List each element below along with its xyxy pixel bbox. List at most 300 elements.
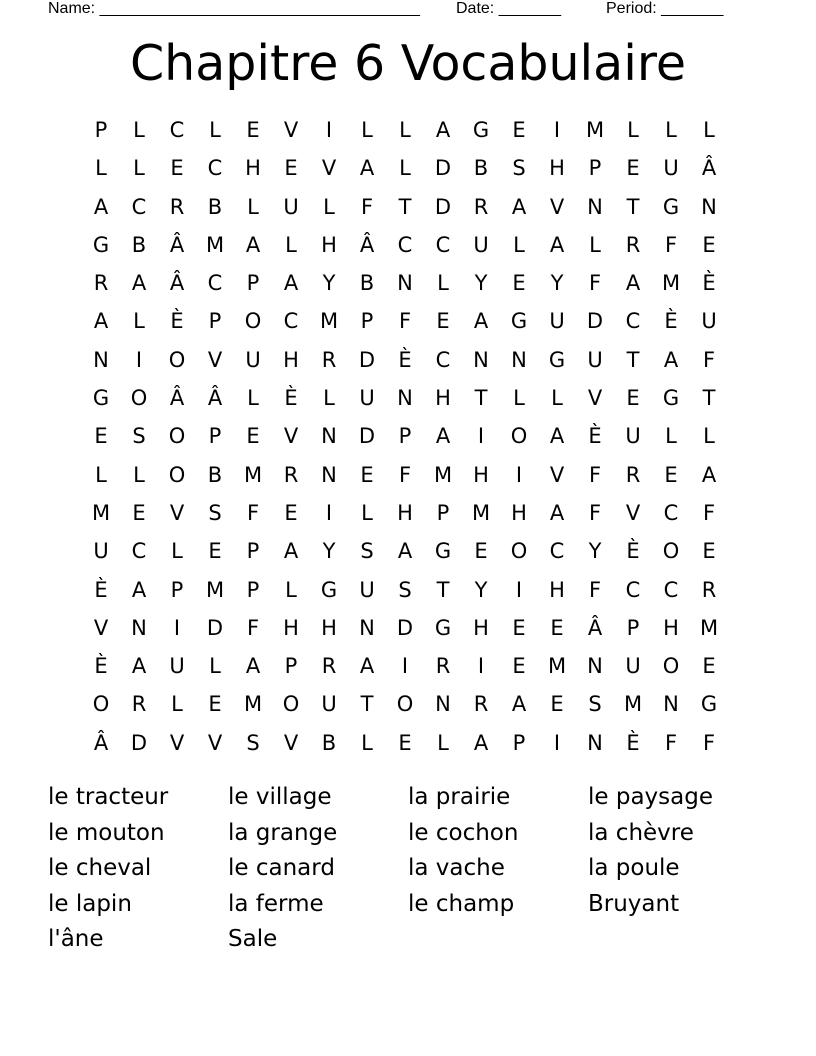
grid-letter[interactable]: Y: [322, 271, 336, 296]
grid-letter[interactable]: G: [548, 347, 566, 372]
grid-letter[interactable]: E: [284, 500, 298, 525]
grid-letter[interactable]: L: [665, 424, 677, 449]
grid-letter[interactable]: U: [663, 156, 679, 181]
grid-letter[interactable]: I: [173, 615, 181, 640]
grid-letter[interactable]: R: [283, 462, 299, 487]
grid-letter[interactable]: E: [132, 500, 146, 525]
grid-letter[interactable]: N: [587, 194, 603, 219]
grid-letter[interactable]: G: [92, 386, 110, 411]
grid-letter[interactable]: V: [549, 462, 565, 487]
grid-letter[interactable]: P: [360, 309, 374, 334]
grid-letter[interactable]: F: [588, 271, 602, 296]
grid-letter[interactable]: È: [284, 386, 298, 411]
grid-letter[interactable]: D: [130, 730, 148, 755]
grid-letter[interactable]: L: [209, 654, 221, 679]
grid-letter[interactable]: I: [553, 730, 561, 755]
grid-letter[interactable]: Y: [474, 271, 488, 296]
grid-letter[interactable]: E: [512, 654, 526, 679]
grid-letter[interactable]: M: [205, 577, 225, 602]
grid-letter[interactable]: E: [512, 118, 526, 142]
grid-letter[interactable]: P: [208, 309, 222, 334]
grid-letter[interactable]: O: [168, 424, 186, 449]
grid-letter[interactable]: E: [360, 462, 374, 487]
grid-letter[interactable]: L: [133, 309, 145, 334]
grid-letter[interactable]: Â: [359, 232, 375, 257]
grid-letter[interactable]: C: [131, 539, 147, 564]
grid-letter[interactable]: L: [171, 539, 183, 564]
grid-letter[interactable]: È: [588, 424, 602, 449]
grid-letter[interactable]: L: [703, 424, 715, 449]
grid-letter[interactable]: E: [208, 692, 222, 717]
grid-row: [82, 609, 728, 647]
grid-letter[interactable]: T: [702, 386, 716, 411]
grid-letter[interactable]: L: [247, 194, 259, 219]
grid-letter[interactable]: G: [472, 118, 490, 142]
grid-letter[interactable]: N: [511, 347, 527, 372]
grid-letter[interactable]: O: [92, 692, 110, 717]
grid-letter[interactable]: P: [208, 424, 222, 449]
grid-letter[interactable]: E: [246, 118, 260, 142]
word-bank-item: le canard: [228, 855, 335, 881]
grid-letter[interactable]: A: [131, 577, 147, 602]
grid-letter[interactable]: N: [321, 424, 337, 449]
grid-letter[interactable]: A: [397, 539, 413, 564]
grid-letter[interactable]: E: [626, 156, 640, 181]
grid-letter[interactable]: C: [549, 539, 565, 564]
grid-letter[interactable]: S: [132, 424, 146, 449]
grid-row: [82, 302, 728, 340]
grid-letter[interactable]: L: [247, 386, 259, 411]
grid-letter[interactable]: V: [283, 424, 299, 449]
grid-letter[interactable]: V: [93, 615, 109, 640]
grid-letter[interactable]: H: [549, 156, 565, 181]
grid-letter[interactable]: F: [588, 577, 602, 602]
grid-letter[interactable]: G: [92, 232, 110, 257]
grid-letter[interactable]: N: [93, 347, 109, 372]
grid-letter[interactable]: A: [435, 424, 451, 449]
grid-letter[interactable]: I: [325, 500, 333, 525]
grid-letter[interactable]: P: [512, 730, 526, 755]
grid-letter[interactable]: F: [246, 500, 260, 525]
grid-letter[interactable]: H: [283, 615, 299, 640]
grid-letter[interactable]: È: [702, 271, 716, 296]
grid-letter[interactable]: R: [473, 692, 489, 717]
grid-letter[interactable]: N: [587, 654, 603, 679]
grid-letter[interactable]: G: [662, 194, 680, 219]
grid-letter[interactable]: H: [663, 615, 679, 640]
grid-letter[interactable]: I: [401, 654, 409, 679]
grid-letter[interactable]: O: [168, 462, 186, 487]
grid-letter[interactable]: L: [95, 156, 107, 181]
grid-letter[interactable]: E: [94, 424, 108, 449]
grid-letter[interactable]: O: [662, 539, 680, 564]
grid-letter[interactable]: A: [359, 156, 375, 181]
grid-letter[interactable]: H: [473, 462, 489, 487]
grid-letter[interactable]: D: [434, 194, 452, 219]
grid-letter[interactable]: A: [549, 232, 565, 257]
grid-letter[interactable]: T: [474, 386, 488, 411]
grid-row: [82, 724, 728, 762]
grid-letter[interactable]: B: [207, 194, 223, 219]
grid-letter[interactable]: M: [661, 271, 681, 296]
grid-letter[interactable]: M: [319, 309, 339, 334]
grid-letter[interactable]: T: [398, 194, 412, 219]
grid-letter[interactable]: I: [515, 462, 523, 487]
grid-letter[interactable]: O: [662, 654, 680, 679]
grid-letter[interactable]: F: [246, 615, 260, 640]
grid-letter[interactable]: I: [477, 654, 485, 679]
grid-letter[interactable]: Â: [169, 271, 185, 296]
grid-letter[interactable]: S: [398, 577, 412, 602]
grid-letter[interactable]: L: [323, 386, 335, 411]
grid-letter[interactable]: C: [435, 232, 451, 257]
grid-letter[interactable]: C: [207, 271, 223, 296]
grid-letter[interactable]: V: [321, 156, 337, 181]
grid-letter[interactable]: E: [436, 309, 450, 334]
grid-letter[interactable]: Â: [207, 386, 223, 411]
grid-letter[interactable]: È: [170, 309, 184, 334]
grid-letter[interactable]: Y: [322, 539, 336, 564]
grid-letter[interactable]: A: [93, 194, 109, 219]
grid-letter[interactable]: Â: [701, 156, 717, 181]
grid-letter[interactable]: H: [549, 577, 565, 602]
grid-letter[interactable]: N: [397, 386, 413, 411]
grid-letter[interactable]: N: [701, 194, 717, 219]
grid-letter[interactable]: E: [512, 271, 526, 296]
grid-letter[interactable]: I: [515, 577, 523, 602]
grid-letter[interactable]: C: [663, 577, 679, 602]
grid-letter[interactable]: L: [285, 577, 297, 602]
grid-letter[interactable]: C: [131, 194, 147, 219]
grid-letter[interactable]: R: [321, 347, 337, 372]
grid-letter[interactable]: M: [243, 692, 263, 717]
grid-letter[interactable]: U: [549, 309, 565, 334]
grid-letter[interactable]: L: [95, 462, 107, 487]
grid-letter[interactable]: E: [246, 424, 260, 449]
grid-letter[interactable]: U: [701, 309, 717, 334]
grid-letter[interactable]: M: [243, 462, 263, 487]
grid-letter[interactable]: A: [549, 424, 565, 449]
grid-letter[interactable]: V: [625, 500, 641, 525]
grid-letter[interactable]: P: [94, 118, 108, 142]
grid-letter[interactable]: A: [435, 118, 451, 142]
word-bank-item: le tracteur: [48, 784, 169, 810]
grid-letter[interactable]: C: [435, 347, 451, 372]
grid-letter[interactable]: M: [471, 500, 491, 525]
grid-letter[interactable]: L: [133, 156, 145, 181]
grid-letter[interactable]: A: [511, 692, 527, 717]
grid-letter[interactable]: H: [321, 232, 337, 257]
grid-letter[interactable]: D: [396, 615, 414, 640]
grid-letter[interactable]: E: [550, 615, 564, 640]
grid-letter[interactable]: T: [436, 577, 450, 602]
word-bank-item: l'âne: [48, 926, 104, 952]
grid-letter[interactable]: C: [625, 309, 641, 334]
grid-letter[interactable]: F: [588, 462, 602, 487]
grid-letter[interactable]: F: [360, 194, 374, 219]
grid-letter[interactable]: E: [208, 539, 222, 564]
grid-letter[interactable]: A: [283, 539, 299, 564]
grid-letter[interactable]: L: [285, 232, 297, 257]
grid-letter[interactable]: E: [170, 156, 184, 181]
grid-letter[interactable]: P: [284, 654, 298, 679]
grid-letter[interactable]: D: [358, 424, 376, 449]
grid-letter[interactable]: H: [435, 386, 451, 411]
grid-letter[interactable]: B: [321, 730, 337, 755]
grid-letter[interactable]: F: [588, 500, 602, 525]
grid-letter[interactable]: V: [169, 730, 185, 755]
grid-letter[interactable]: P: [246, 577, 260, 602]
grid-letter[interactable]: E: [702, 232, 716, 257]
grid-letter[interactable]: S: [360, 539, 374, 564]
grid-letter[interactable]: E: [702, 539, 716, 564]
grid-letter[interactable]: E: [284, 156, 298, 181]
grid-letter[interactable]: M: [433, 462, 453, 487]
grid-letter[interactable]: V: [587, 386, 603, 411]
date-field[interactable]: Date: _______: [456, 0, 561, 17]
grid-letter[interactable]: N: [359, 615, 375, 640]
grid-letter[interactable]: L: [665, 118, 677, 142]
grid-letter[interactable]: E: [626, 386, 640, 411]
grid-letter[interactable]: L: [703, 118, 715, 142]
grid-letter[interactable]: Y: [588, 539, 602, 564]
grid-letter[interactable]: S: [246, 730, 260, 755]
grid-letter[interactable]: P: [626, 615, 640, 640]
grid-letter[interactable]: V: [283, 730, 299, 755]
grid-letter[interactable]: F: [664, 232, 678, 257]
grid-letter[interactable]: A: [245, 654, 261, 679]
grid-letter[interactable]: N: [397, 271, 413, 296]
grid-letter[interactable]: U: [625, 654, 641, 679]
grid-letter[interactable]: L: [627, 118, 639, 142]
grid-letter[interactable]: N: [131, 615, 147, 640]
grid-letter[interactable]: È: [398, 347, 412, 372]
grid-letter[interactable]: H: [397, 500, 413, 525]
grid-letter[interactable]: L: [513, 232, 525, 257]
grid-letter[interactable]: R: [131, 692, 147, 717]
grid-letter[interactable]: P: [436, 500, 450, 525]
grid-letter[interactable]: P: [246, 271, 260, 296]
grid-letter[interactable]: C: [663, 500, 679, 525]
grid-letter[interactable]: A: [473, 309, 489, 334]
grid-letter[interactable]: O: [510, 424, 528, 449]
grid-letter[interactable]: F: [702, 730, 716, 755]
grid-letter[interactable]: A: [93, 309, 109, 334]
grid-letter[interactable]: O: [168, 347, 186, 372]
grid-letter[interactable]: O: [396, 692, 414, 717]
grid-letter[interactable]: A: [131, 271, 147, 296]
grid-letter[interactable]: L: [437, 730, 449, 755]
grid-letter[interactable]: È: [94, 577, 108, 602]
grid-letter[interactable]: M: [699, 615, 719, 640]
grid-letter[interactable]: N: [587, 730, 603, 755]
grid-letter[interactable]: P: [170, 577, 184, 602]
grid-letter[interactable]: A: [625, 271, 641, 296]
grid-letter[interactable]: M: [623, 692, 643, 717]
grid-letter[interactable]: C: [397, 232, 413, 257]
grid-letter[interactable]: L: [209, 118, 221, 142]
grid-letter[interactable]: P: [246, 539, 260, 564]
grid-letter[interactable]: Â: [169, 386, 185, 411]
grid-letter[interactable]: U: [359, 386, 375, 411]
grid-letter[interactable]: E: [512, 615, 526, 640]
grid-letter[interactable]: R: [169, 194, 185, 219]
grid-letter[interactable]: U: [245, 347, 261, 372]
grid-letter[interactable]: T: [626, 347, 640, 372]
grid-letter[interactable]: È: [626, 539, 640, 564]
grid-letter[interactable]: F: [398, 309, 412, 334]
grid-letter[interactable]: R: [625, 462, 641, 487]
grid-letter[interactable]: È: [664, 309, 678, 334]
grid-letter[interactable]: G: [434, 539, 452, 564]
grid-letter[interactable]: H: [511, 500, 527, 525]
grid-letter[interactable]: V: [169, 500, 185, 525]
grid-letter[interactable]: P: [588, 156, 602, 181]
grid-letter[interactable]: B: [473, 156, 489, 181]
grid-letter[interactable]: P: [398, 424, 412, 449]
grid-letter[interactable]: E: [550, 692, 564, 717]
grid-letter[interactable]: U: [587, 347, 603, 372]
grid-letter[interactable]: A: [549, 500, 565, 525]
grid-letter[interactable]: B: [131, 232, 147, 257]
grid-letter[interactable]: E: [702, 654, 716, 679]
grid-letter[interactable]: G: [434, 615, 452, 640]
grid-letter[interactable]: S: [588, 692, 602, 717]
grid-letter[interactable]: S: [512, 156, 526, 181]
grid-letter[interactable]: B: [359, 271, 375, 296]
grid-letter[interactable]: D: [434, 156, 452, 181]
grid-letter[interactable]: Â: [93, 730, 109, 755]
grid-letter[interactable]: A: [663, 347, 679, 372]
grid-letter[interactable]: U: [283, 194, 299, 219]
grid-letter[interactable]: A: [473, 730, 489, 755]
grid-letter[interactable]: L: [171, 692, 183, 717]
grid-letter[interactable]: O: [510, 539, 528, 564]
period-field[interactable]: Period: _______: [606, 0, 724, 17]
grid-letter[interactable]: L: [361, 730, 373, 755]
grid-letter[interactable]: N: [473, 347, 489, 372]
grid-letter[interactable]: E: [664, 462, 678, 487]
grid-letter[interactable]: C: [625, 577, 641, 602]
grid-letter[interactable]: H: [321, 615, 337, 640]
grid-letter[interactable]: F: [702, 347, 716, 372]
grid-letter[interactable]: V: [207, 347, 223, 372]
grid-letter[interactable]: L: [361, 500, 373, 525]
grid-letter[interactable]: M: [547, 654, 567, 679]
grid-letter[interactable]: A: [131, 654, 147, 679]
grid-letter[interactable]: R: [435, 654, 451, 679]
grid-letter[interactable]: L: [133, 118, 145, 142]
grid-letter[interactable]: C: [169, 118, 185, 142]
grid-letter[interactable]: L: [133, 462, 145, 487]
grid-letter[interactable]: Â: [587, 615, 603, 640]
grid-letter[interactable]: L: [323, 194, 335, 219]
grid-letter[interactable]: O: [244, 309, 262, 334]
grid-letter[interactable]: C: [283, 309, 299, 334]
grid-letter[interactable]: M: [91, 500, 111, 525]
grid-letter[interactable]: D: [586, 309, 604, 334]
grid-letter[interactable]: U: [93, 539, 109, 564]
grid-letter[interactable]: S: [208, 500, 222, 525]
grid-letter[interactable]: U: [359, 577, 375, 602]
grid-letter[interactable]: Y: [474, 577, 488, 602]
grid-letter[interactable]: F: [664, 730, 678, 755]
grid-row: [82, 149, 728, 187]
grid-letter[interactable]: E: [474, 539, 488, 564]
grid-letter[interactable]: U: [625, 424, 641, 449]
grid-letter[interactable]: U: [169, 654, 185, 679]
grid-letter[interactable]: N: [663, 692, 679, 717]
grid-letter[interactable]: O: [282, 692, 300, 717]
grid-letter[interactable]: I: [325, 118, 333, 142]
grid-letter[interactable]: A: [701, 462, 717, 487]
grid-letter[interactable]: E: [398, 730, 412, 755]
grid-letter[interactable]: A: [359, 654, 375, 679]
grid-letter[interactable]: T: [626, 194, 640, 219]
grid-letter[interactable]: I: [477, 424, 485, 449]
grid-letter[interactable]: A: [511, 194, 527, 219]
name-field[interactable]: Name: ____________________________________: [48, 0, 420, 17]
grid-letter[interactable]: U: [321, 692, 337, 717]
grid-letter[interactable]: A: [245, 232, 261, 257]
grid-letter[interactable]: G: [320, 577, 338, 602]
grid-letter[interactable]: L: [513, 386, 525, 411]
grid-letter[interactable]: L: [551, 386, 563, 411]
grid-letter[interactable]: B: [207, 462, 223, 487]
grid-letter[interactable]: V: [283, 118, 299, 142]
grid-letter[interactable]: H: [283, 347, 299, 372]
grid-letter[interactable]: L: [589, 232, 601, 257]
grid-letter[interactable]: È: [94, 654, 108, 679]
grid-letter[interactable]: G: [510, 309, 528, 334]
grid-letter[interactable]: V: [549, 194, 565, 219]
grid-letter[interactable]: L: [361, 118, 373, 142]
grid-letter[interactable]: F: [702, 500, 716, 525]
grid-letter[interactable]: O: [130, 386, 148, 411]
grid-letter[interactable]: Â: [169, 232, 185, 257]
grid-letter[interactable]: R: [625, 232, 641, 257]
grid-letter[interactable]: H: [473, 615, 489, 640]
grid-letter[interactable]: G: [662, 386, 680, 411]
grid-letter[interactable]: R: [93, 271, 109, 296]
grid-letter[interactable]: L: [399, 118, 411, 142]
grid-letter[interactable]: D: [206, 615, 224, 640]
grid-letter[interactable]: I: [553, 118, 561, 142]
grid-letter[interactable]: D: [358, 347, 376, 372]
grid-letter[interactable]: F: [398, 462, 412, 487]
grid-letter[interactable]: È: [626, 730, 640, 755]
grid-letter[interactable]: R: [701, 577, 717, 602]
grid-letter[interactable]: R: [321, 654, 337, 679]
grid-letter[interactable]: U: [473, 232, 489, 257]
grid-letter[interactable]: R: [473, 194, 489, 219]
grid-letter[interactable]: M: [585, 118, 605, 142]
grid-letter[interactable]: I: [135, 347, 143, 372]
grid-letter[interactable]: T: [360, 692, 374, 717]
grid-letter[interactable]: V: [207, 730, 223, 755]
grid-letter[interactable]: H: [245, 156, 261, 181]
grid-letter[interactable]: Y: [550, 271, 564, 296]
grid-row: [82, 379, 728, 417]
grid-letter[interactable]: M: [205, 232, 225, 257]
grid-letter[interactable]: L: [399, 156, 411, 181]
grid-letter[interactable]: N: [435, 692, 451, 717]
grid-letter[interactable]: G: [700, 692, 718, 717]
grid-letter[interactable]: C: [207, 156, 223, 181]
grid-letter[interactable]: N: [321, 462, 337, 487]
grid-letter[interactable]: L: [437, 271, 449, 296]
grid-letter[interactable]: A: [283, 271, 299, 296]
